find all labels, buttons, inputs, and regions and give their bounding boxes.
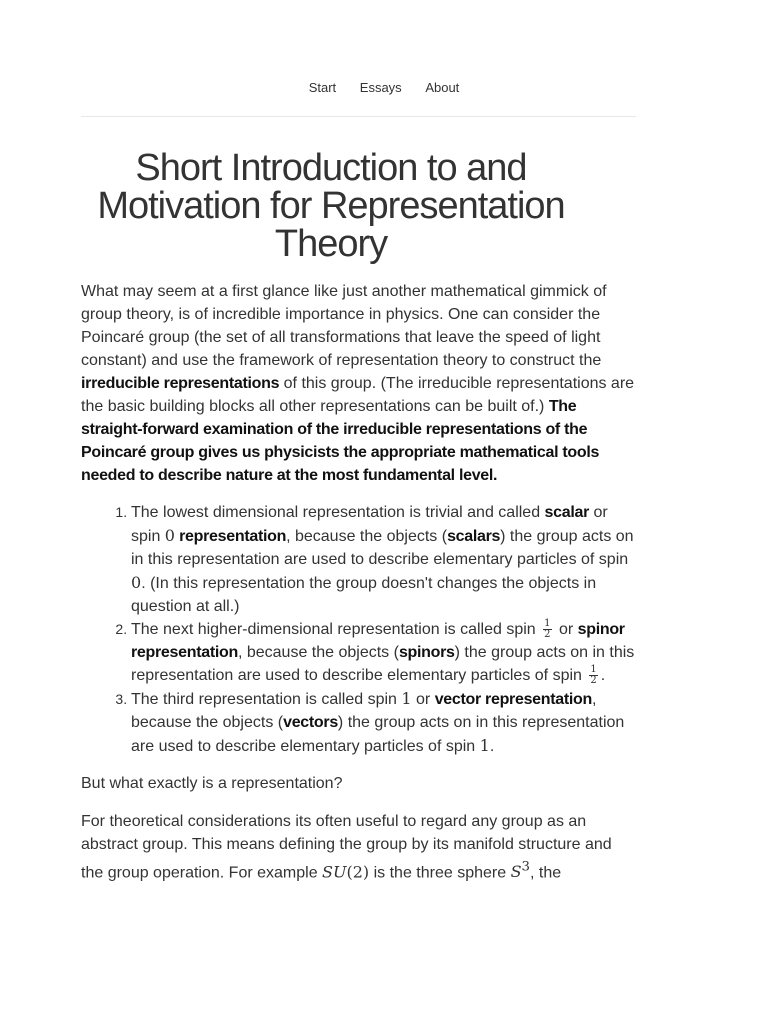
list-bold: vector representation [434,691,592,708]
abstract-group-paragraph [81,810,637,884]
list-text: ) the group acts on in this representation are used to describe elementary particles of spin [131,714,625,755]
list-bold: spinors [398,644,455,661]
list-text: The next higher-dimensional representation is called spin [131,621,541,638]
list-text: , because the objects ( [237,644,399,661]
math-spin-value: 0 [131,573,142,592]
math-three-sphere [511,862,530,881]
list-text: ) the group acts on in this representation are used to describe elementary particles of spin [131,528,634,568]
para-text: , the [530,864,562,882]
intro-text-2: of this group. (The irreducible representations are the basic building blocks all other representations can be built of.) [81,375,635,415]
top-navigation [0,80,768,95]
list-item-spinor [131,618,637,687]
list-text: . [489,738,495,755]
list-bold: scalars [447,528,501,545]
list-text: , because the objects ( [286,528,448,545]
list-bold: spinor representation [131,621,625,661]
math-superscript: 3 [521,860,531,875]
list-text: . (In this representation the group doesn't changes the objects in question at all.) [131,575,597,615]
math-fraction [589,665,597,686]
question-paragraph: But what exactly is a representation? [81,775,343,792]
math-spin-value: 0 [164,526,175,545]
nav-link-about[interactable]: About [425,80,460,95]
list-text: . [600,667,606,684]
header-divider [81,116,636,117]
list-text: or [554,621,578,638]
para-text: For theoretical considerations its often useful to regard any group as an abstract group. This means defining the group by its manifold structure and the group operation. For example [81,813,612,882]
list-item-vector [131,687,637,758]
nav-link-essays[interactable]: Essays [359,80,402,95]
intro-bold-irreducible: irreducible representations [81,375,280,392]
math-symbol: (2) [346,862,370,882]
list-text: ) the group acts on in this representation are used to describe elementary particles of spin [131,644,635,684]
math-symbol: SU [322,862,347,882]
fraction-denominator: 2 [544,629,551,641]
fraction-denominator: 2 [590,675,597,687]
list-text: , because the objects ( [131,691,597,731]
article-title: Short Introduction to and Motivation for Representation Theory [97,147,565,265]
list-text: The third representation is called spin [131,691,402,708]
fraction-numerator: 1 [544,618,551,630]
list-bold: representation [174,528,287,545]
para-text: is the three sphere [369,864,511,882]
math-fraction [543,619,551,640]
list-bold: vectors [283,714,338,731]
list-text: or spin [131,504,608,545]
math-spin-value: 1 [401,689,412,708]
list-text: or [411,691,435,708]
intro-bold-statement: The straight-forward examination of the irreducible representations of the Poincaré group gives us physicists the appropriate mathematical tools needed to describe nature at the most fundamental level. [81,398,600,484]
nav-link-start[interactable]: Start [308,80,337,95]
math-symbol: S [510,862,522,882]
list-bold: scalar [544,504,590,521]
representation-list [81,501,637,758]
list-item-scalar [131,501,637,618]
list-text: The lowest dimensional representation is trivial and called [131,504,545,521]
intro-paragraph [81,280,637,487]
math-spin-value: 1 [479,736,490,755]
math-group-name [322,862,369,881]
fraction-numerator: 1 [590,664,597,676]
article-body [81,280,637,899]
intro-text-1: What may seem at a first glance like just another mathematical gimmick of group theory, is of incredible importance in physics. One can consider the Poincaré group (the set of all transformations that leave the speed of light constant) and use the framework of representation theory to construct the [81,283,607,369]
